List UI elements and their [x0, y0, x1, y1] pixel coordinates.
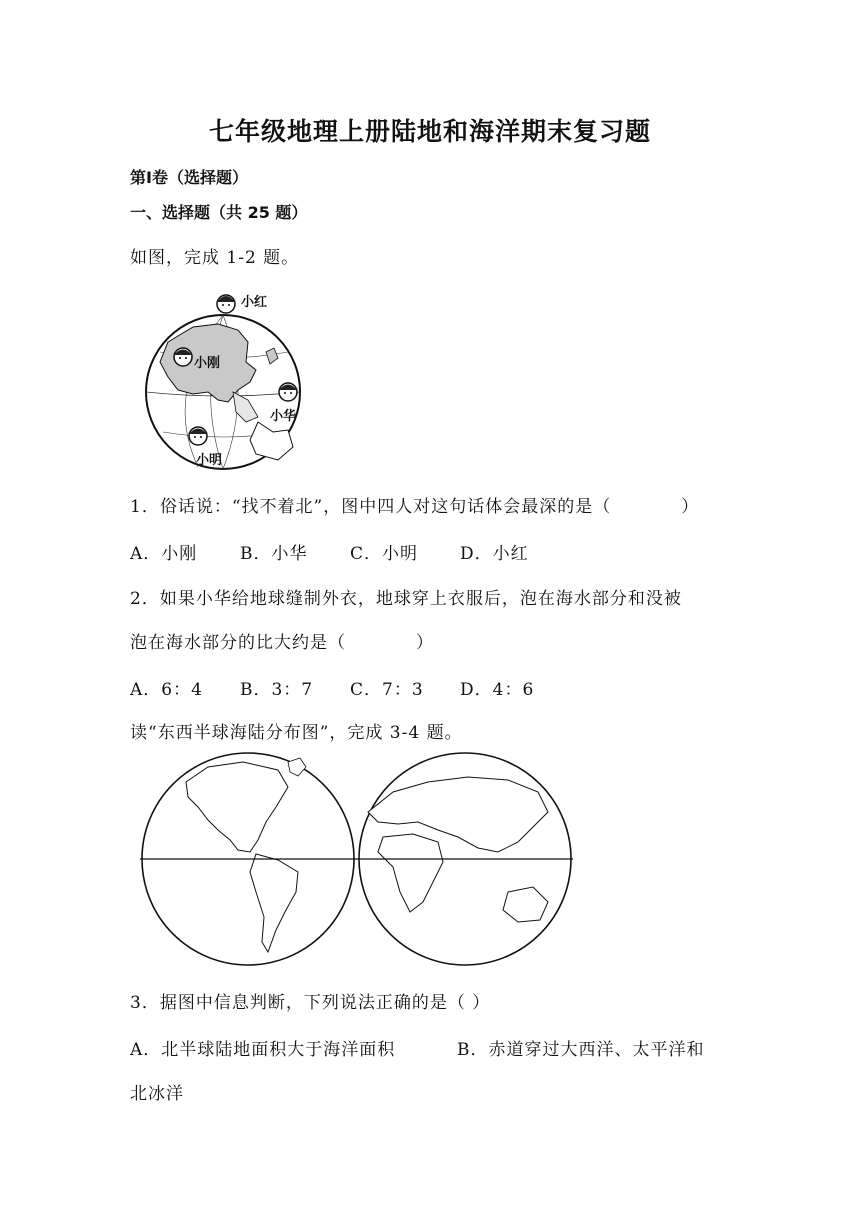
q1-option-a: A．小刚: [130, 544, 198, 564]
q2-stem-line1: 2．如果小华给地球缝制外衣，地球穿上衣服后，泡在海水部分和没被: [130, 589, 682, 609]
q2-option-c: C．7：3: [350, 680, 424, 700]
q3-stem: 3．据图中信息判断，下列说法正确的是（ ）: [130, 993, 491, 1013]
globe-figure: [138, 282, 318, 482]
q1-option-c: C．小明: [350, 544, 419, 564]
q2-option-a: A．6：4: [130, 680, 203, 700]
q1-stem-end: ）: [681, 497, 700, 517]
person-xiaoming-icon: [189, 427, 207, 445]
section-heading: 一、选择题（共 25 题）: [130, 203, 308, 222]
question-1: [130, 492, 699, 517]
q1-option-d: D．小红: [460, 544, 529, 564]
label-xiaohong: 小红: [241, 295, 268, 310]
intro-q1-2: 如图，完成 1-2 题。: [130, 248, 300, 268]
q1-option-b: B．小华: [240, 544, 308, 564]
q1-stem: 1．俗话说：“找不着北”，图中四人对这句话体会最深的是（: [130, 497, 612, 517]
hemispheres-map: [138, 752, 578, 970]
intro-q3-4: 读“东西半球海陆分布图”，完成 3-4 题。: [130, 723, 463, 743]
q3-option-b-cont: 北冰洋: [130, 1084, 184, 1104]
part-heading: 第Ⅰ卷（选择题）: [130, 168, 248, 187]
document-title: 七年级地理上册陆地和海洋期末复习题: [208, 117, 651, 146]
label-xiaohua: 小华: [270, 409, 297, 424]
q2-option-b: B．3：7: [240, 680, 314, 700]
person-xiaohong-icon: [217, 295, 235, 313]
label-xiaogang: 小刚: [194, 356, 221, 371]
q2-stem-line2: 泡在海水部分的比大约是（ ）: [130, 633, 434, 653]
person-xiaogang-icon: [174, 348, 192, 366]
person-xiaohua-icon: [279, 383, 297, 401]
label-xiaoming: 小明: [196, 453, 223, 468]
q3-option-b: B．赤道穿过大西洋、太平洋和: [457, 1040, 705, 1060]
q2-option-d: D．4：6: [460, 680, 535, 700]
q3-option-a: A．北半球陆地面积大于海洋面积: [130, 1040, 396, 1060]
